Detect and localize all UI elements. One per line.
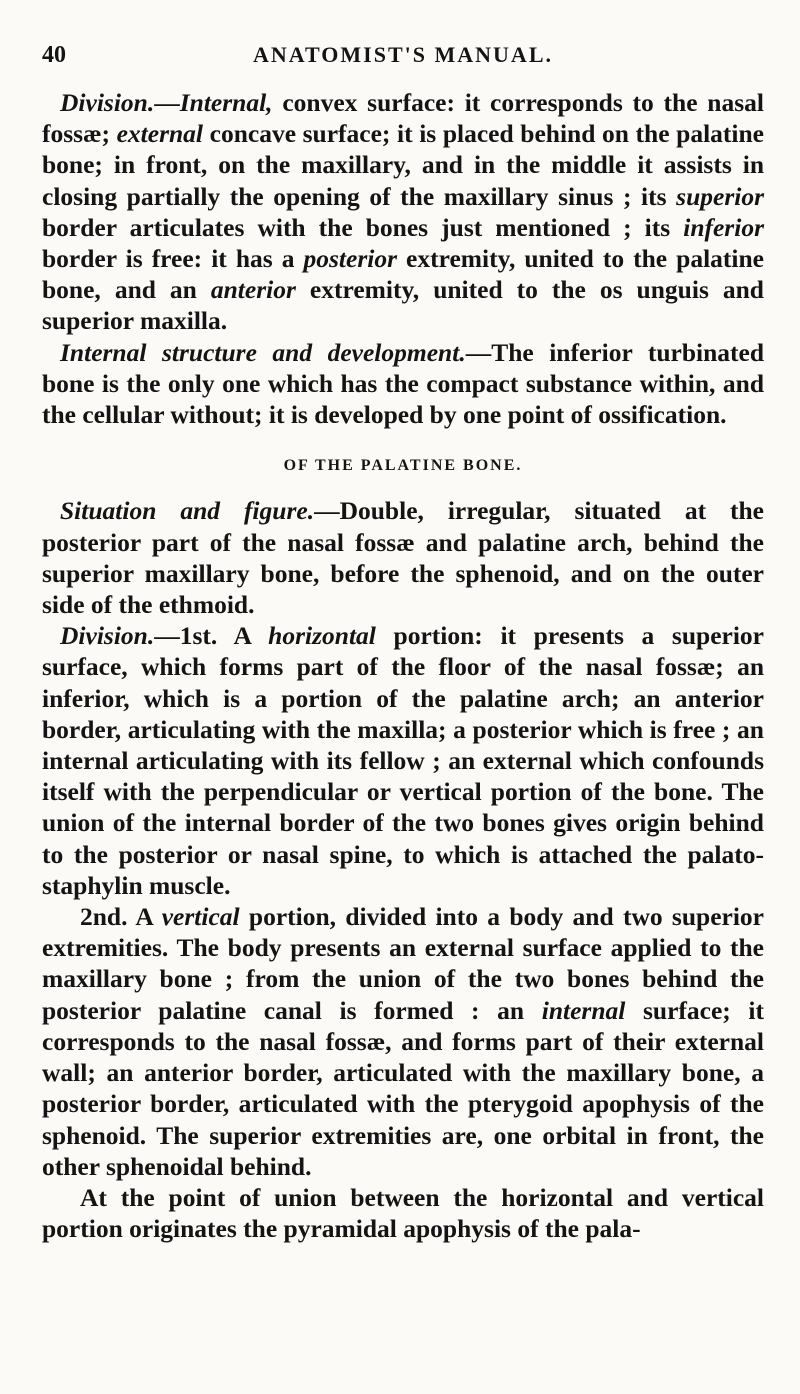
text-run: convex surface: it corresponds to the nasal fossæ; [42, 88, 764, 149]
text-run: portion, divided into a body and two superior extremities. The body presents an external surface applied to the maxillary bone ; from the union of the two bones behind the posterior palatine canal is formed : an [42, 902, 764, 1025]
paragraph-lead: Situation and figure. [60, 496, 315, 526]
running-head [42, 36, 764, 76]
page-number: 40 [42, 42, 66, 68]
text-run: —1st. A [154, 621, 269, 651]
paragraph-lead: Division. [60, 88, 155, 117]
text-run: surface; it corresponds to the nasal fossæ, and forms part of their external wall; an anterior border, articulated with the maxillary bone, a posterior border, articulated with the pterygoid apophysis of the sphenoid. The superior extremities are, one orbital in front, the other sphenoidal behind. [42, 995, 765, 1181]
turbinated-bone-section [42, 87, 764, 430]
paragraph-lead: Internal structure and development. [60, 337, 466, 367]
paragraph [42, 495, 764, 620]
paragraph [42, 1182, 764, 1244]
text-run: portion: it presents a superior surface, which forms part of the floor of the nasal fossæ; an inferior, which is a portion of the palatine arch; an anterior border, articulating with the maxilla; a posterior which is free ; an internal articulating with its fellow ; an external which confounds itself with the perpendicular or vertical portion of the bone. The union of the internal border of the two bones gives origin behind to the posterior or nasal spine, to which is attached the palato-staphylin muscle. [42, 621, 764, 900]
paragraph [42, 901, 764, 1182]
emphasized-term: inferior [683, 212, 764, 242]
emphasized-term: external [116, 119, 204, 149]
text-run: concave surface; it is placed behind on the palatine bone; in front, on the maxillary, and in the middle it assists in closing partially the opening of the maxillary sinus ; its [42, 119, 764, 211]
text-run: border is free: it has a [42, 244, 304, 274]
text-run: At the point of union between the horizontal and vertical portion originates the pyramidal apophysis of the pala- [42, 1182, 764, 1244]
emphasized-term: Internal, [179, 88, 273, 117]
text-run: extremity, united to the os unguis and superior maxilla. [42, 275, 764, 336]
text-run: —Double, irregular, situated at the posterior part of the nasal fossæ and palatine arch, behind the superior maxillary bone, before the sphenoid, and on the outer side of the ethmoid. [42, 496, 764, 620]
emphasized-term: horizontal [268, 621, 376, 651]
text-run: extremity, united to the palatine bone, and an [42, 244, 764, 305]
palatine-bone-section [42, 495, 764, 1244]
emphasized-term: vertical [161, 902, 240, 932]
body-text [42, 87, 764, 1244]
text-run: 2nd. A [80, 902, 162, 932]
section-heading: OF THE PALATINE BONE. [283, 457, 523, 475]
emphasized-term: anterior [210, 275, 296, 305]
text-run: — [154, 88, 180, 117]
running-title: ANATOMIST'S MANUAL. [253, 42, 553, 67]
paragraph [42, 337, 764, 431]
paragraph [42, 620, 764, 901]
emphasized-term: posterior [303, 244, 398, 274]
text-run: —The inferior turbinated bone is the only one which has the compact substance within, and the cellular without; it is developed by one point of ossification. [42, 337, 765, 430]
emphasized-term: internal [541, 995, 626, 1025]
paragraph [42, 87, 764, 337]
paragraph-lead: Division. [60, 621, 155, 651]
text-run: border articulates with the bones just mentioned ; its [42, 212, 684, 242]
emphasized-term: superior [676, 181, 764, 211]
